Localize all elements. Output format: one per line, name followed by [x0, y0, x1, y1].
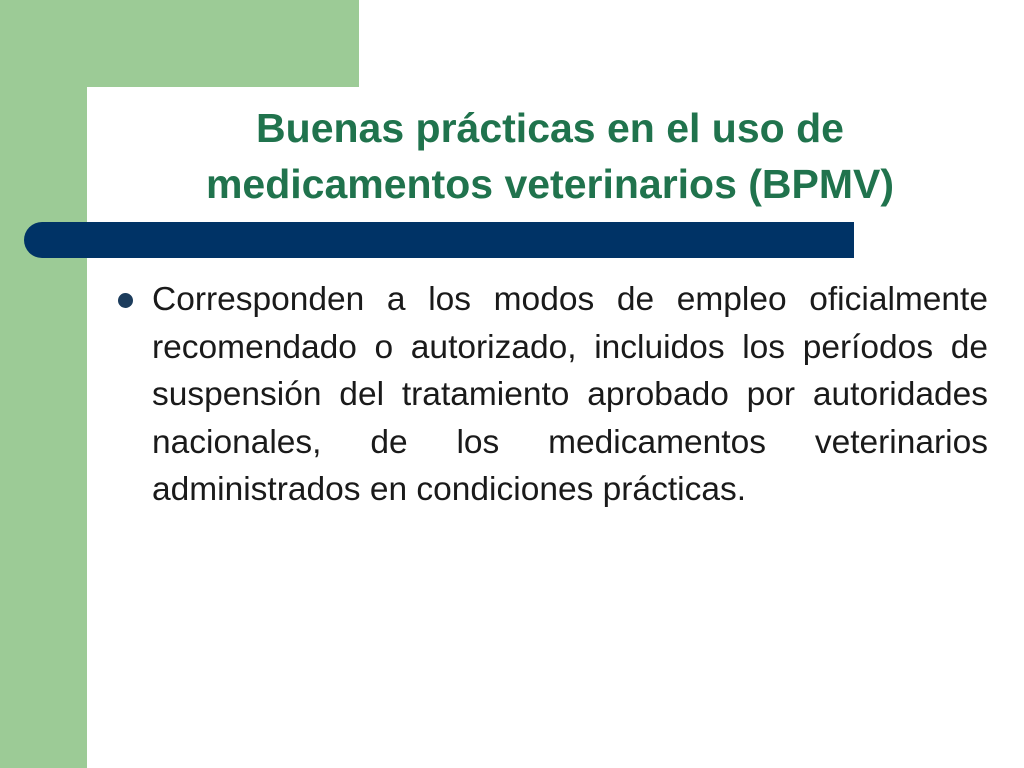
bullet-list: [116, 276, 988, 514]
title-underline-bar: [24, 222, 854, 258]
slide-title-line-2: medicamentos veterinarios (BPMV): [205, 161, 895, 207]
green-accent-column: [0, 0, 87, 768]
bullet-item: [116, 276, 988, 514]
green-accent-top-block: [0, 0, 359, 87]
slide-title-line-1: Buenas prácticas en el uso de: [256, 105, 844, 151]
slide-title: [100, 100, 1000, 212]
bullet-dot-icon: [118, 293, 133, 308]
bullet-text: Corresponden a los modos de empleo oficialmente recomendado o autorizado, incluidos los períodos de suspensión del tratamiento aprobado por autoridades nacionales, de los medicamentos veterinarios administrados en condiciones prácticas.: [152, 281, 988, 508]
